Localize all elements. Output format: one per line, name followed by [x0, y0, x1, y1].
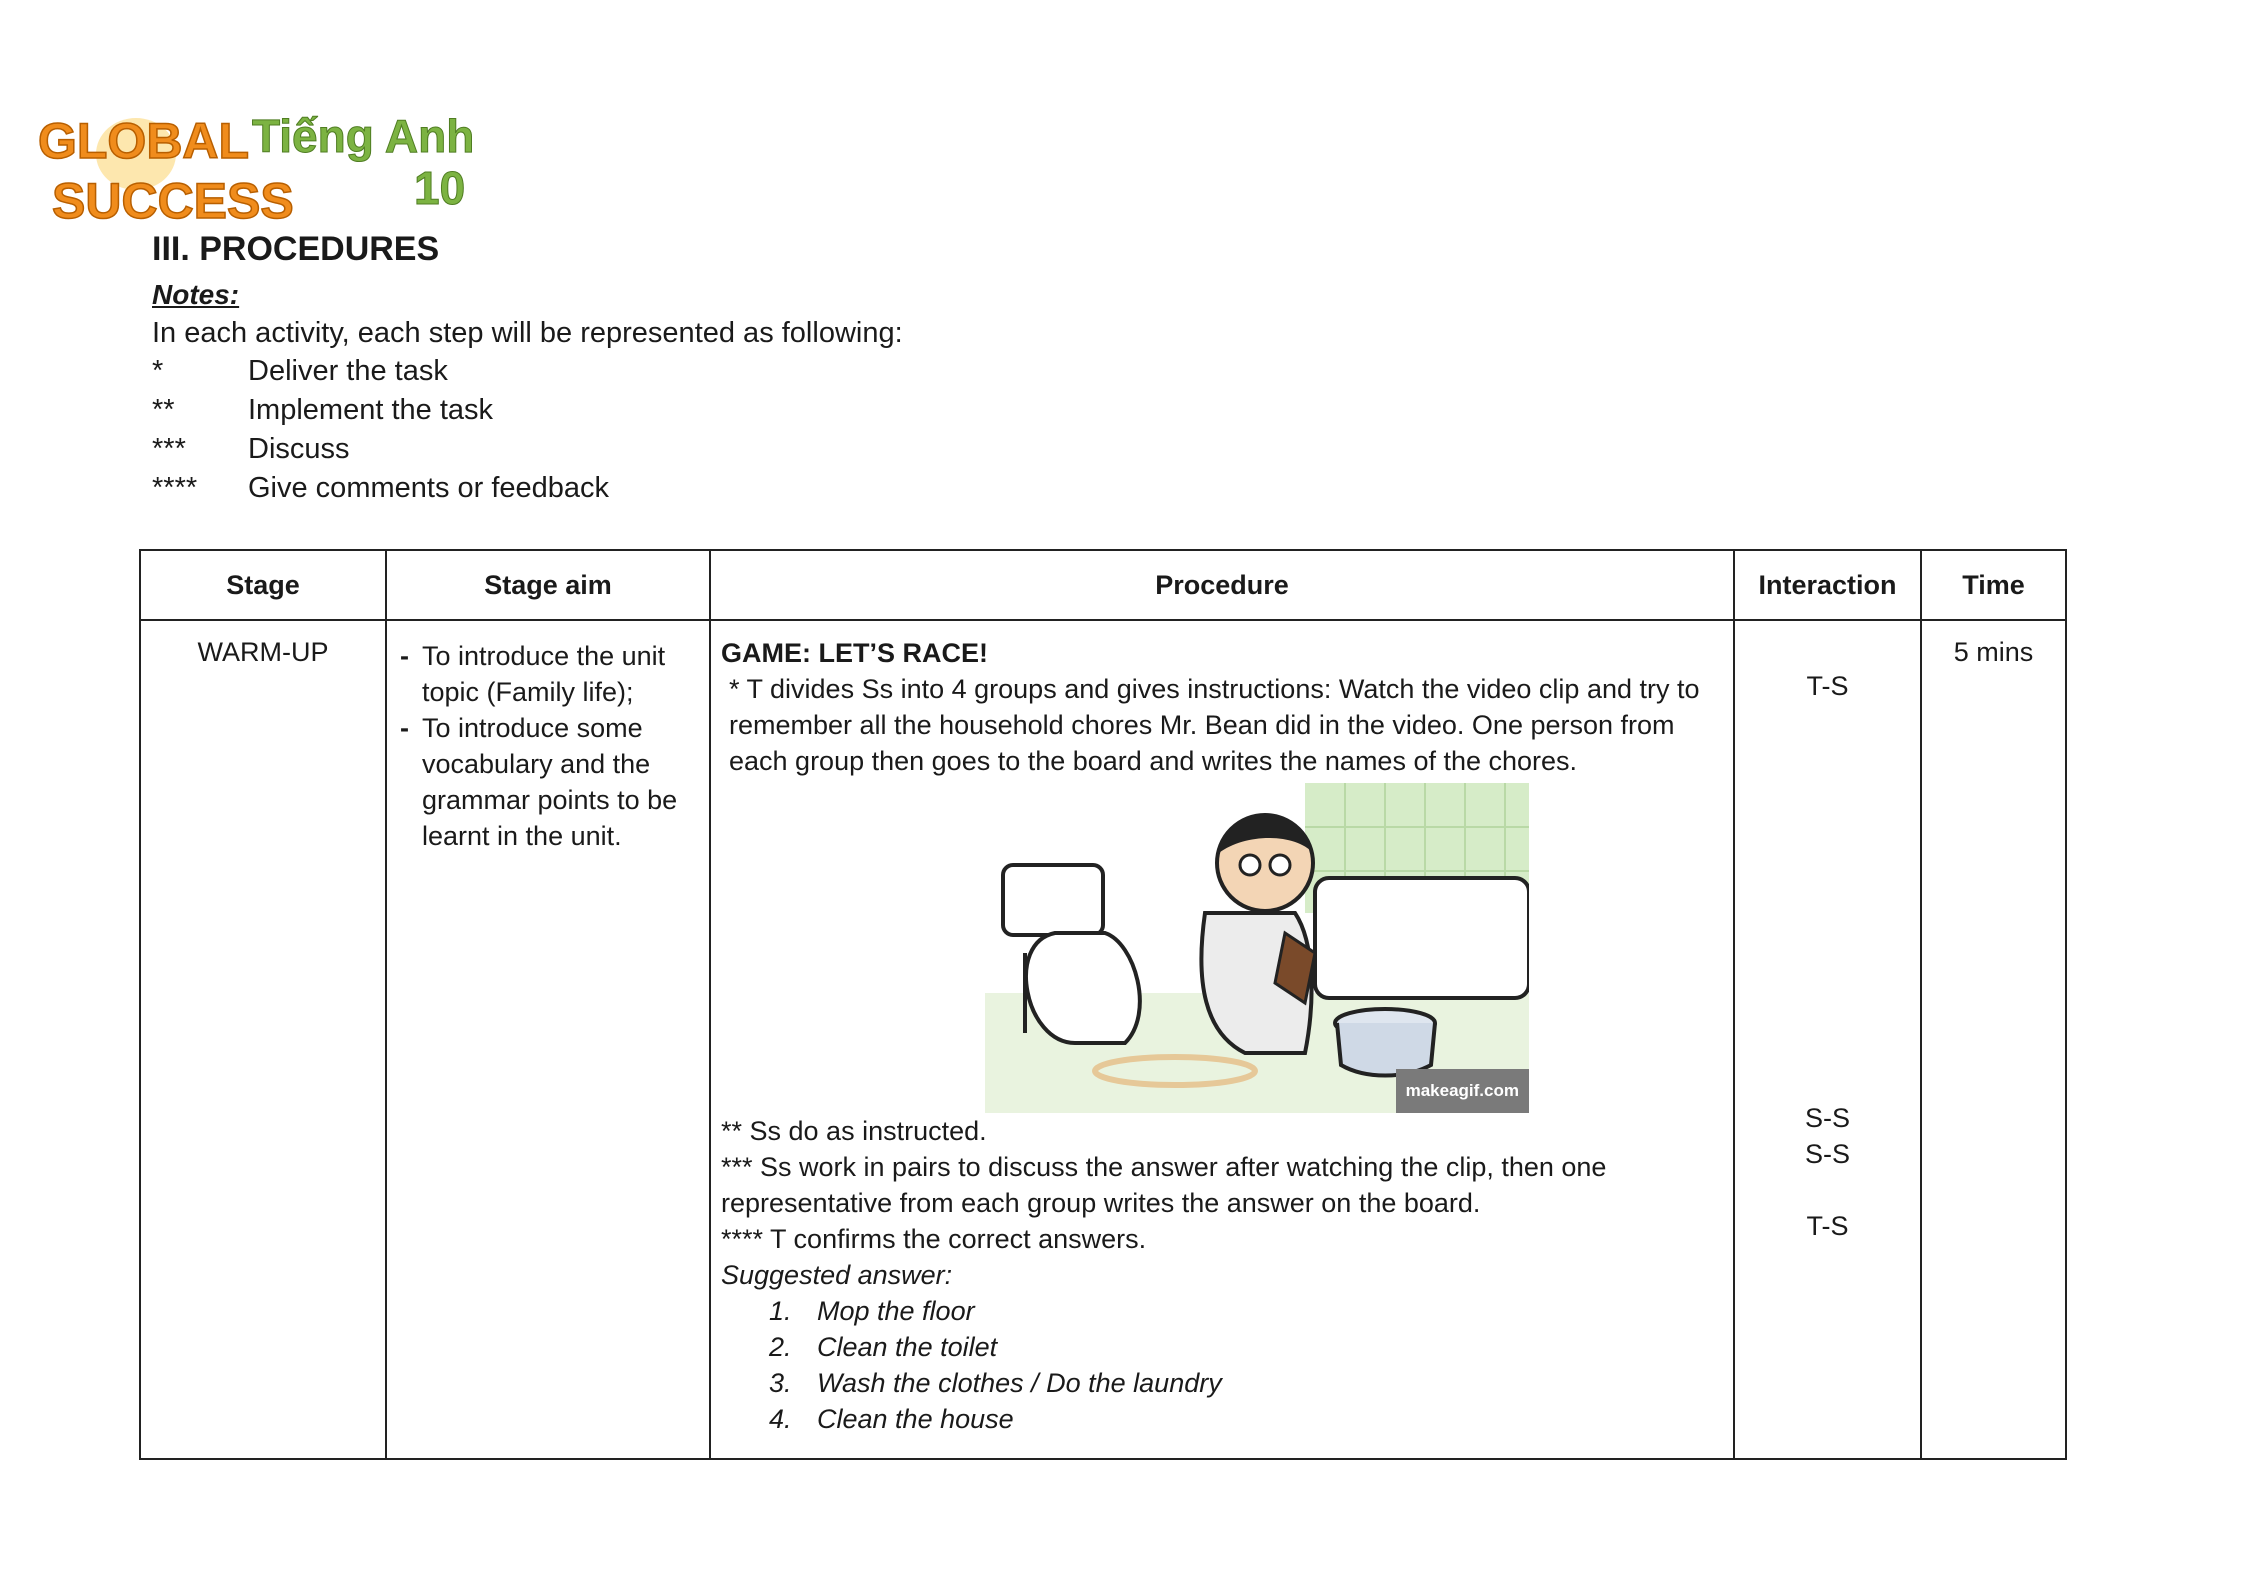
- legend-text: Implement the task: [248, 394, 493, 426]
- legend-row: [152, 394, 609, 433]
- header-time: Time: [1921, 550, 2066, 620]
- table-row: [140, 620, 2066, 1459]
- mr-bean-clip-image: [985, 783, 1529, 1113]
- game-title: GAME: LET’S RACE!: [721, 638, 988, 668]
- answer-text: Clean the house: [817, 1404, 1014, 1434]
- logo-line1: GLOBAL: [38, 113, 250, 169]
- answer-text: Clean the toilet: [817, 1332, 998, 1362]
- interaction-cell: [1734, 620, 1921, 1459]
- list-item: [769, 1329, 1723, 1365]
- notes-label: Notes:: [152, 279, 240, 310]
- header-stage: Stage: [140, 550, 386, 620]
- aim-list: [388, 638, 708, 854]
- logo-grade: 10: [414, 162, 466, 214]
- legend-text: Discuss: [248, 433, 350, 465]
- notes-intro: In each activity, each step will be represented as following:: [152, 317, 903, 349]
- clip-watermark: makeagif.com: [1396, 1069, 1529, 1113]
- legend-row: [152, 355, 609, 394]
- global-success-logo: [36, 92, 476, 232]
- interaction-item: T-S: [1806, 671, 1849, 701]
- legend-symbol: *: [152, 355, 164, 387]
- answer-number: 2.: [769, 1332, 792, 1362]
- time-cell: 5 mins: [1921, 620, 2066, 1459]
- procedure-cell: [710, 620, 1734, 1459]
- logo-title: Tiếng Anh: [252, 110, 475, 162]
- suggested-answer-label: Suggested answer:: [721, 1260, 953, 1290]
- header-interaction: Interaction: [1734, 550, 1921, 620]
- section-heading: III. PROCEDURES: [152, 230, 440, 268]
- legend-text: Give comments or feedback: [248, 472, 610, 504]
- legend-row: [152, 433, 609, 472]
- procedure-step-discuss: *** Ss work in pairs to discuss the answer after watching the clip, then one representative from each group writes the answer on the board.: [721, 1152, 1607, 1218]
- list-item: [769, 1401, 1723, 1437]
- legend-text: Deliver the task: [248, 355, 448, 387]
- legend-symbol: ****: [152, 472, 198, 504]
- table-header-row: [140, 550, 2066, 620]
- step-legend: [152, 355, 609, 511]
- procedure-step-implement: ** Ss do as instructed.: [721, 1116, 987, 1146]
- list-item: [769, 1365, 1723, 1401]
- list-item: [769, 1293, 1723, 1329]
- answer-text: Wash the clothes / Do the laundry: [817, 1368, 1222, 1398]
- answer-text: Mop the floor: [817, 1296, 975, 1326]
- answer-number: 3.: [769, 1368, 792, 1398]
- procedure-table: [139, 549, 2067, 1460]
- header-procedure: Procedure: [710, 550, 1734, 620]
- answer-list: [721, 1293, 1723, 1437]
- interaction-item: S-S: [1804, 1103, 1850, 1133]
- stage-cell: WARM-UP: [140, 620, 386, 1459]
- procedure-step-feedback: **** T confirms the correct answers.: [721, 1224, 1147, 1254]
- answer-number: 1.: [769, 1296, 792, 1326]
- header-stage-aim: Stage aim: [386, 550, 710, 620]
- cartoon-illustration: [985, 783, 1529, 1113]
- interaction-item: S-S: [1804, 1139, 1850, 1169]
- aim-item: - To introduce the unit topic (Family life);: [400, 638, 698, 710]
- aim-item: - To introduce some vocabulary and the grammar points to be learnt in the unit.: [400, 710, 698, 854]
- stage-aim-cell: [386, 620, 710, 1459]
- logo-graphic: [36, 92, 476, 232]
- legend-symbol: **: [152, 394, 175, 426]
- legend-row: [152, 472, 609, 511]
- legend-symbol: ***: [152, 433, 186, 465]
- interaction-item: T-S: [1806, 1211, 1849, 1241]
- procedure-step-deliver: * T divides Ss into 4 groups and gives instructions: Watch the video clip and try to remember all the household chores Mr. Bean did in the video. One person from each group then goes to the board and writes the names of the chores.: [729, 674, 1700, 776]
- logo-line2: SUCCESS: [52, 173, 294, 229]
- answer-number: 4.: [769, 1404, 792, 1434]
